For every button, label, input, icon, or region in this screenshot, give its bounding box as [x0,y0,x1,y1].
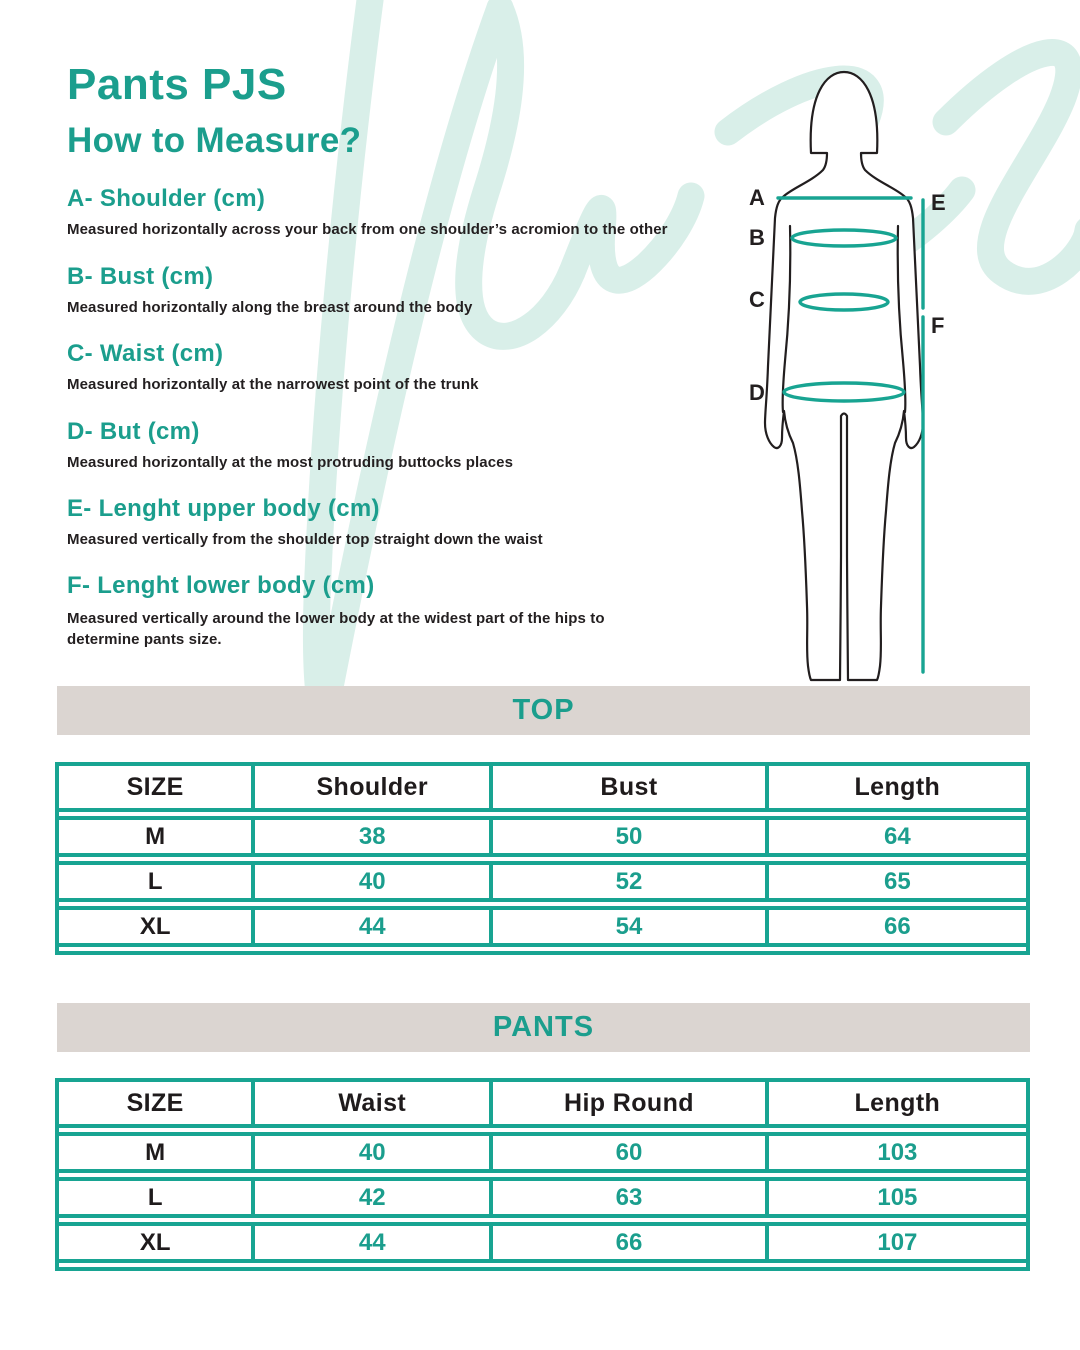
figure-label-d: D [749,380,765,405]
column-header-length: Length [854,772,941,801]
column-header-bust: Bust [493,766,769,808]
top-size-table [55,762,1030,955]
pants-size-table [55,1078,1030,1271]
measure-item-c [67,341,479,393]
value-cell: 38 [255,820,493,853]
value-cell: 54 [493,910,769,943]
table-row-xl [59,1222,1026,1263]
table-header-row [59,1082,1026,1128]
column-header-waist: Waist [255,1082,493,1124]
value-cell: 44 [255,1226,493,1259]
value-cell: 65 [884,867,911,895]
size-cell: L [59,1181,255,1214]
value-cell: 64 [884,822,911,850]
size-cell: L [59,865,255,898]
value-cell: 105 [877,1183,918,1211]
value-cell: 44 [255,910,493,943]
measure-description: Measured horizontally along the breast around the body [67,299,473,316]
value-cell: 40 [255,865,493,898]
figure-label-c: C [749,287,765,312]
measure-label: A- Shoulder (cm) [67,185,266,212]
value-cell: 107 [877,1228,918,1256]
value-cell: 42 [255,1181,493,1214]
size-cell: XL [59,1226,255,1259]
table-row-m [59,816,1026,857]
column-header-hip-round: Hip Round [493,1082,769,1124]
size-cell: M [59,820,255,853]
figure-label-f: F [931,313,945,338]
table-row-m [59,1132,1026,1173]
measure-label: E- Lenght upper body (cm) [67,495,380,522]
size-cell: XL [59,910,255,943]
top-section-banner [57,686,1030,735]
measure-label: C- Waist (cm) [67,340,224,367]
measure-item-a [67,186,668,238]
figure-label-b: B [749,225,765,250]
measure-label: D- But (cm) [67,418,200,445]
body-silhouette [765,72,923,680]
pants-banner-label: PANTS [492,1011,595,1043]
value-cell: 103 [877,1138,918,1166]
value-cell: 52 [493,865,769,898]
page-title: Pants PJS [67,60,287,109]
measure-description: Measured horizontally at the narrowest point of the trunk [67,376,479,393]
measure-definitions [67,186,727,656]
figure-label-e: E [931,190,946,215]
measure-item-d [67,419,513,471]
column-header-size: SIZE [59,1082,255,1124]
body-measurement-diagram [733,56,963,690]
measure-label: B- Bust (cm) [67,263,214,290]
value-cell: 60 [493,1136,769,1169]
value-cell: 40 [255,1136,493,1169]
measure-item-f [67,573,677,650]
column-header-size: SIZE [59,766,255,808]
measure-item-e [67,496,543,548]
page-subtitle: How to Measure? [67,121,362,160]
value-cell: 63 [493,1181,769,1214]
measure-description: Measured vertically around the lower body at the widest part of the hips to determine pants size. [67,610,605,648]
measure-description: Measured vertically from the shoulder top straight down the waist [67,531,543,548]
value-cell: 66 [493,1226,769,1259]
measure-item-b [67,264,472,316]
figure-label-a: A [749,185,765,210]
measure-description: Measured horizontally at the most protruding buttocks places [67,454,514,471]
table-header-row [59,766,1026,812]
table-row-xl [59,906,1026,947]
value-cell: 66 [884,912,911,940]
value-cell: 50 [493,820,769,853]
size-cell: M [59,1136,255,1169]
column-header-length: Length [854,1088,941,1117]
pants-section-banner [57,1003,1030,1052]
table-row-l [59,861,1026,902]
measure-description: Measured horizontally across your back from one shoulder’s acromion to the other [67,221,668,238]
column-header-shoulder: Shoulder [255,766,493,808]
measure-label: F- Lenght lower body (cm) [67,572,375,599]
table-row-l [59,1177,1026,1218]
top-banner-label: TOP [512,694,575,726]
